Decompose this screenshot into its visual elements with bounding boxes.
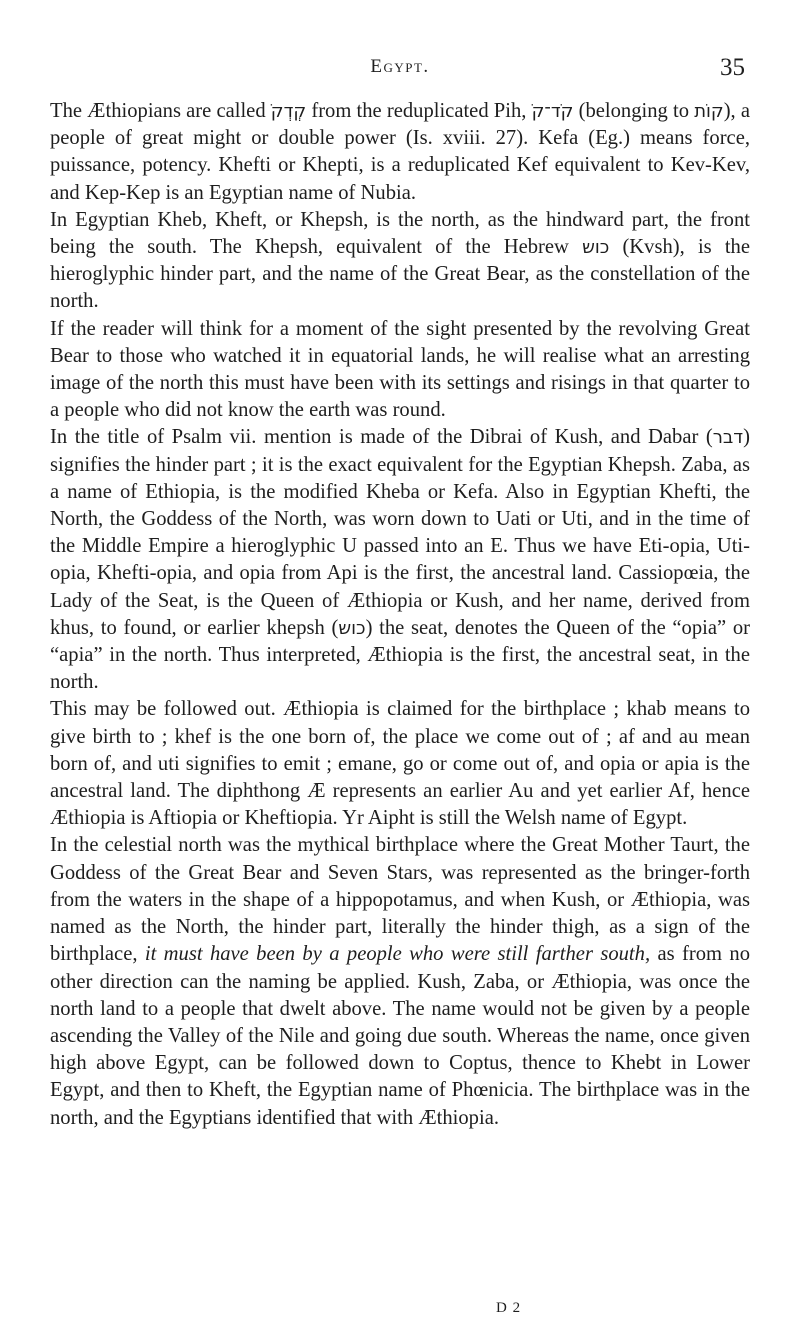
hebrew-word: כוש xyxy=(582,237,610,259)
text-run: In the celestial north was the mythical birthplace where the Great Mother Taurt, the Goddess of the Great Bear and Seven Stars, was represented as the bringer-forth from the waters in the shape of a hippopotamus, and when Kush, or Æthiopia, was named as the North, the hinder part, literally the hinder thigh, as a sign of the birthplace, xyxy=(50,834,750,966)
paragraph xyxy=(50,424,750,696)
text-run: The Æthiopians are called xyxy=(50,100,271,122)
text-run: (Kvsh), is the hieroglyphic hinder part, and the name of the Great Bear, as the constellation of the north. xyxy=(50,236,750,313)
hebrew-word: כוש xyxy=(338,617,366,639)
text-run: ) the seat, denotes the Queen of the “opia” or “apia” in the north. Thus interpreted, Æthiopia is the first, the ancestral seat, in the north. xyxy=(50,616,751,694)
paragraph xyxy=(50,98,750,207)
text-run: as from no other direction can the naming be applied. Kush, Zaba, or Æthiopia, was once the north land to a people that dwelt above. The name would not be given by a people ascending the Valley of the Nile and going due south. Whereas the name, once given high above Egypt, can be followed down to Coptus, thence to Khebt in Lower Egypt, and then to Kheft, the Egyptian name of Phœnicia. The birthplace was in the north, and the Egyptians identified that with Æthiopia. xyxy=(50,943,750,1129)
text-run: If the reader will think for a moment of the sight presented by the revolving Great Bear to those who watched it in equatorial lands, he will realise what an arresting image of the north this must have been with its settings and risings in that quarter to a people who did not know the earth was round. xyxy=(50,317,750,422)
signature-mark: D 2 xyxy=(496,1300,522,1316)
page-number: 35 xyxy=(720,54,745,81)
paragraph xyxy=(50,832,750,1131)
hebrew-word: דבר xyxy=(712,427,744,449)
running-head: Egypt. xyxy=(370,56,430,77)
hebrew-word: קְדְקֹ xyxy=(270,101,307,122)
paragraph xyxy=(50,696,750,832)
text-run: ), a people of great might or double power (Is. xviii. 27). Kefa (Eg.) means force, puissance, potency. Khefti or Khepti, is a reduplicated Kef equivalent to Kev-Kev, and Kep-Kep is an Egyptian name of Nubia. xyxy=(50,100,751,204)
text-run: In the title of Psalm vii. mention is made of the Dibrai of Kush, and Dabar ( xyxy=(50,426,713,449)
text-run: from the reduplicated Pih, xyxy=(306,100,532,122)
italic-text: it must have been by a people who were still farther south, xyxy=(144,943,651,966)
text-run: (belonging to xyxy=(573,100,695,122)
paragraph xyxy=(50,316,750,425)
text-run: In Egyptian Kheb, Kheft, or Khepsh, is the north, as the hindward part, the front being the south. The Khepsh, equivalent of the Hebrew xyxy=(50,208,750,259)
text-run: ) signifies the hinder part ; it is the exact equivalent for the Egyptian Khepsh. Zaba, as a name of Ethiopia, is the modified Kheba or Kefa. Also in Egyptian Khefti, the North, the Goddess of the North, was worn down to Uati or Uti, and in the time of the Middle Empire a hieroglyphic U passed into an E. Thus we have Eti-opia, Uti-opia, Khefti-opia, and opia from Api is the first, the ancestral land. Cassiopœia, the Lady of the Seat, is the Queen of Æthiopia or Kush, and her name, derived from khus, to found, or earlier khepsh ( xyxy=(50,426,750,639)
hebrew-word: קוֹת xyxy=(694,101,724,122)
paragraph xyxy=(50,207,750,316)
hebrew-word: קֹד־קֹ xyxy=(531,101,574,122)
text-run: This may be followed out. Æthiopia is claimed for the birthplace ; khab means to give birth to ; khef is the one born of, the place we come out of ; af and au mean born of, and uti signifies to emit ; emane, go or come out of, and opia or apia is the ancestral land. The diphthong Æ represents an earlier Au and yet earlier Af, hence Æthiopia is Aftiopia or Kheftiopia. Yr Aipht is still the Welsh name of Egypt. xyxy=(50,698,750,830)
body-text xyxy=(50,98,750,1132)
